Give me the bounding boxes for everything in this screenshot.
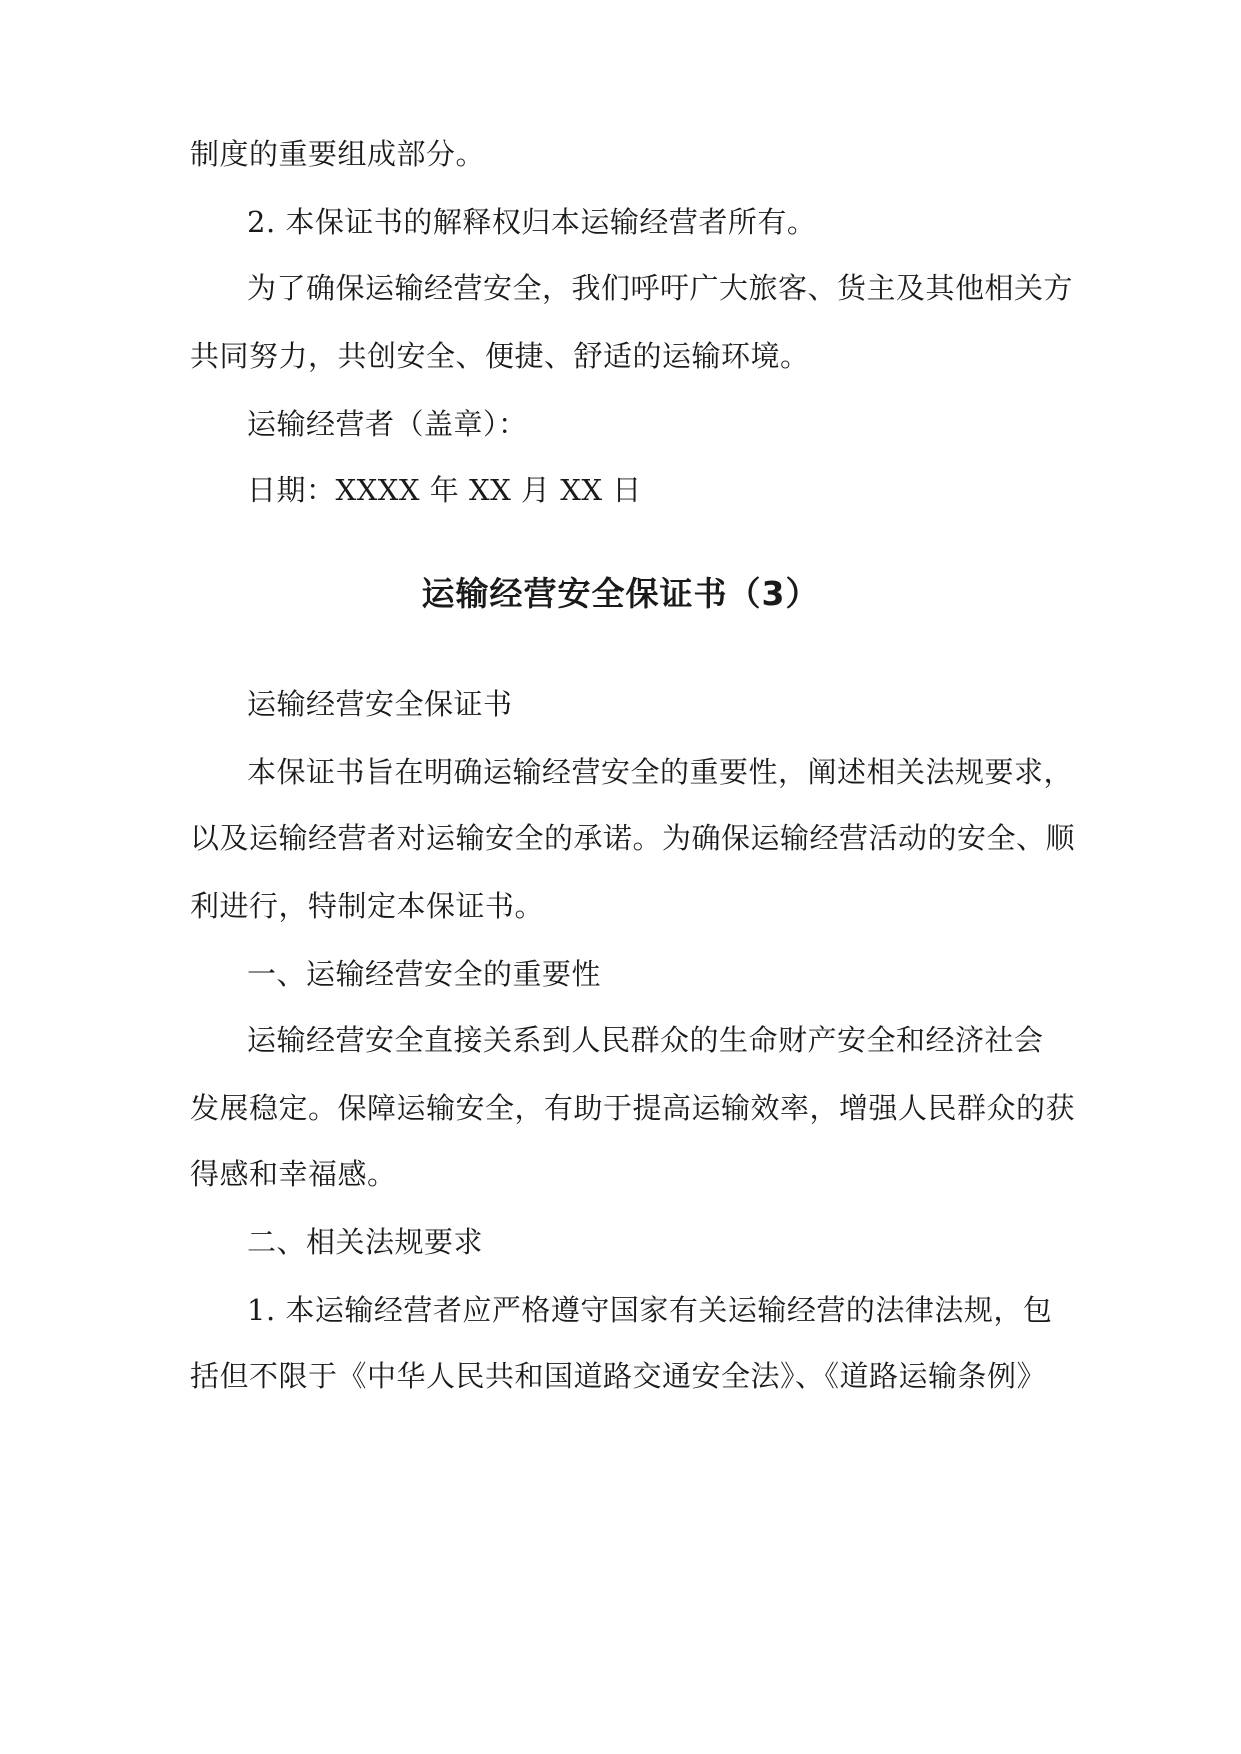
paragraph-line: 运输经营安全直接关系到人民群众的生命财产安全和经济社会 xyxy=(247,1023,1044,1057)
paragraph-line: 利进行，特制定本保证书。 xyxy=(190,889,545,923)
signature-label: 运输经营者（盖章）： xyxy=(247,407,528,441)
paragraph-line: 本保证书旨在明确运输经营安全的重要性，阐述相关法规要求， xyxy=(247,755,1074,789)
paragraph-line: 发展稳定。保障运输安全，有助于提高运输效率，增强人民群众的获 xyxy=(190,1091,1076,1125)
paragraph-line: 以及运输经营者对运输安全的承诺。为确保运输经营活动的安全、顺 xyxy=(190,821,1076,855)
paragraph-line: 为了确保运输经营安全，我们呼吁广大旅客、货主及其他相关方 xyxy=(247,271,1074,305)
paragraph-line: 得感和幸福感。 xyxy=(190,1157,397,1191)
subtitle-line: 运输经营安全保证书 xyxy=(247,687,513,721)
paragraph-line: 2. 本保证书的解释权归本运输经营者所有。 xyxy=(247,205,817,239)
paragraph-line: 括但不限于《中华人民共和国道路交通安全法》、《道路运输条例》 xyxy=(190,1359,1047,1393)
paragraph-line: 制度的重要组成部分。 xyxy=(190,137,486,171)
date-line: 日期：XXXX 年 XX 月 XX 日 xyxy=(247,473,642,507)
paragraph-line: 1. 本运输经营者应严格遵守国家有关运输经营的法律法规，包 xyxy=(247,1293,1053,1327)
section-heading: 一、运输经营安全的重要性 xyxy=(247,957,602,991)
section-heading: 二、相关法规要求 xyxy=(247,1225,484,1259)
section-title: 运输经营安全保证书（3） xyxy=(421,574,820,613)
paragraph-line: 共同努力，共创安全、便捷、舒适的运输环境。 xyxy=(190,339,810,373)
